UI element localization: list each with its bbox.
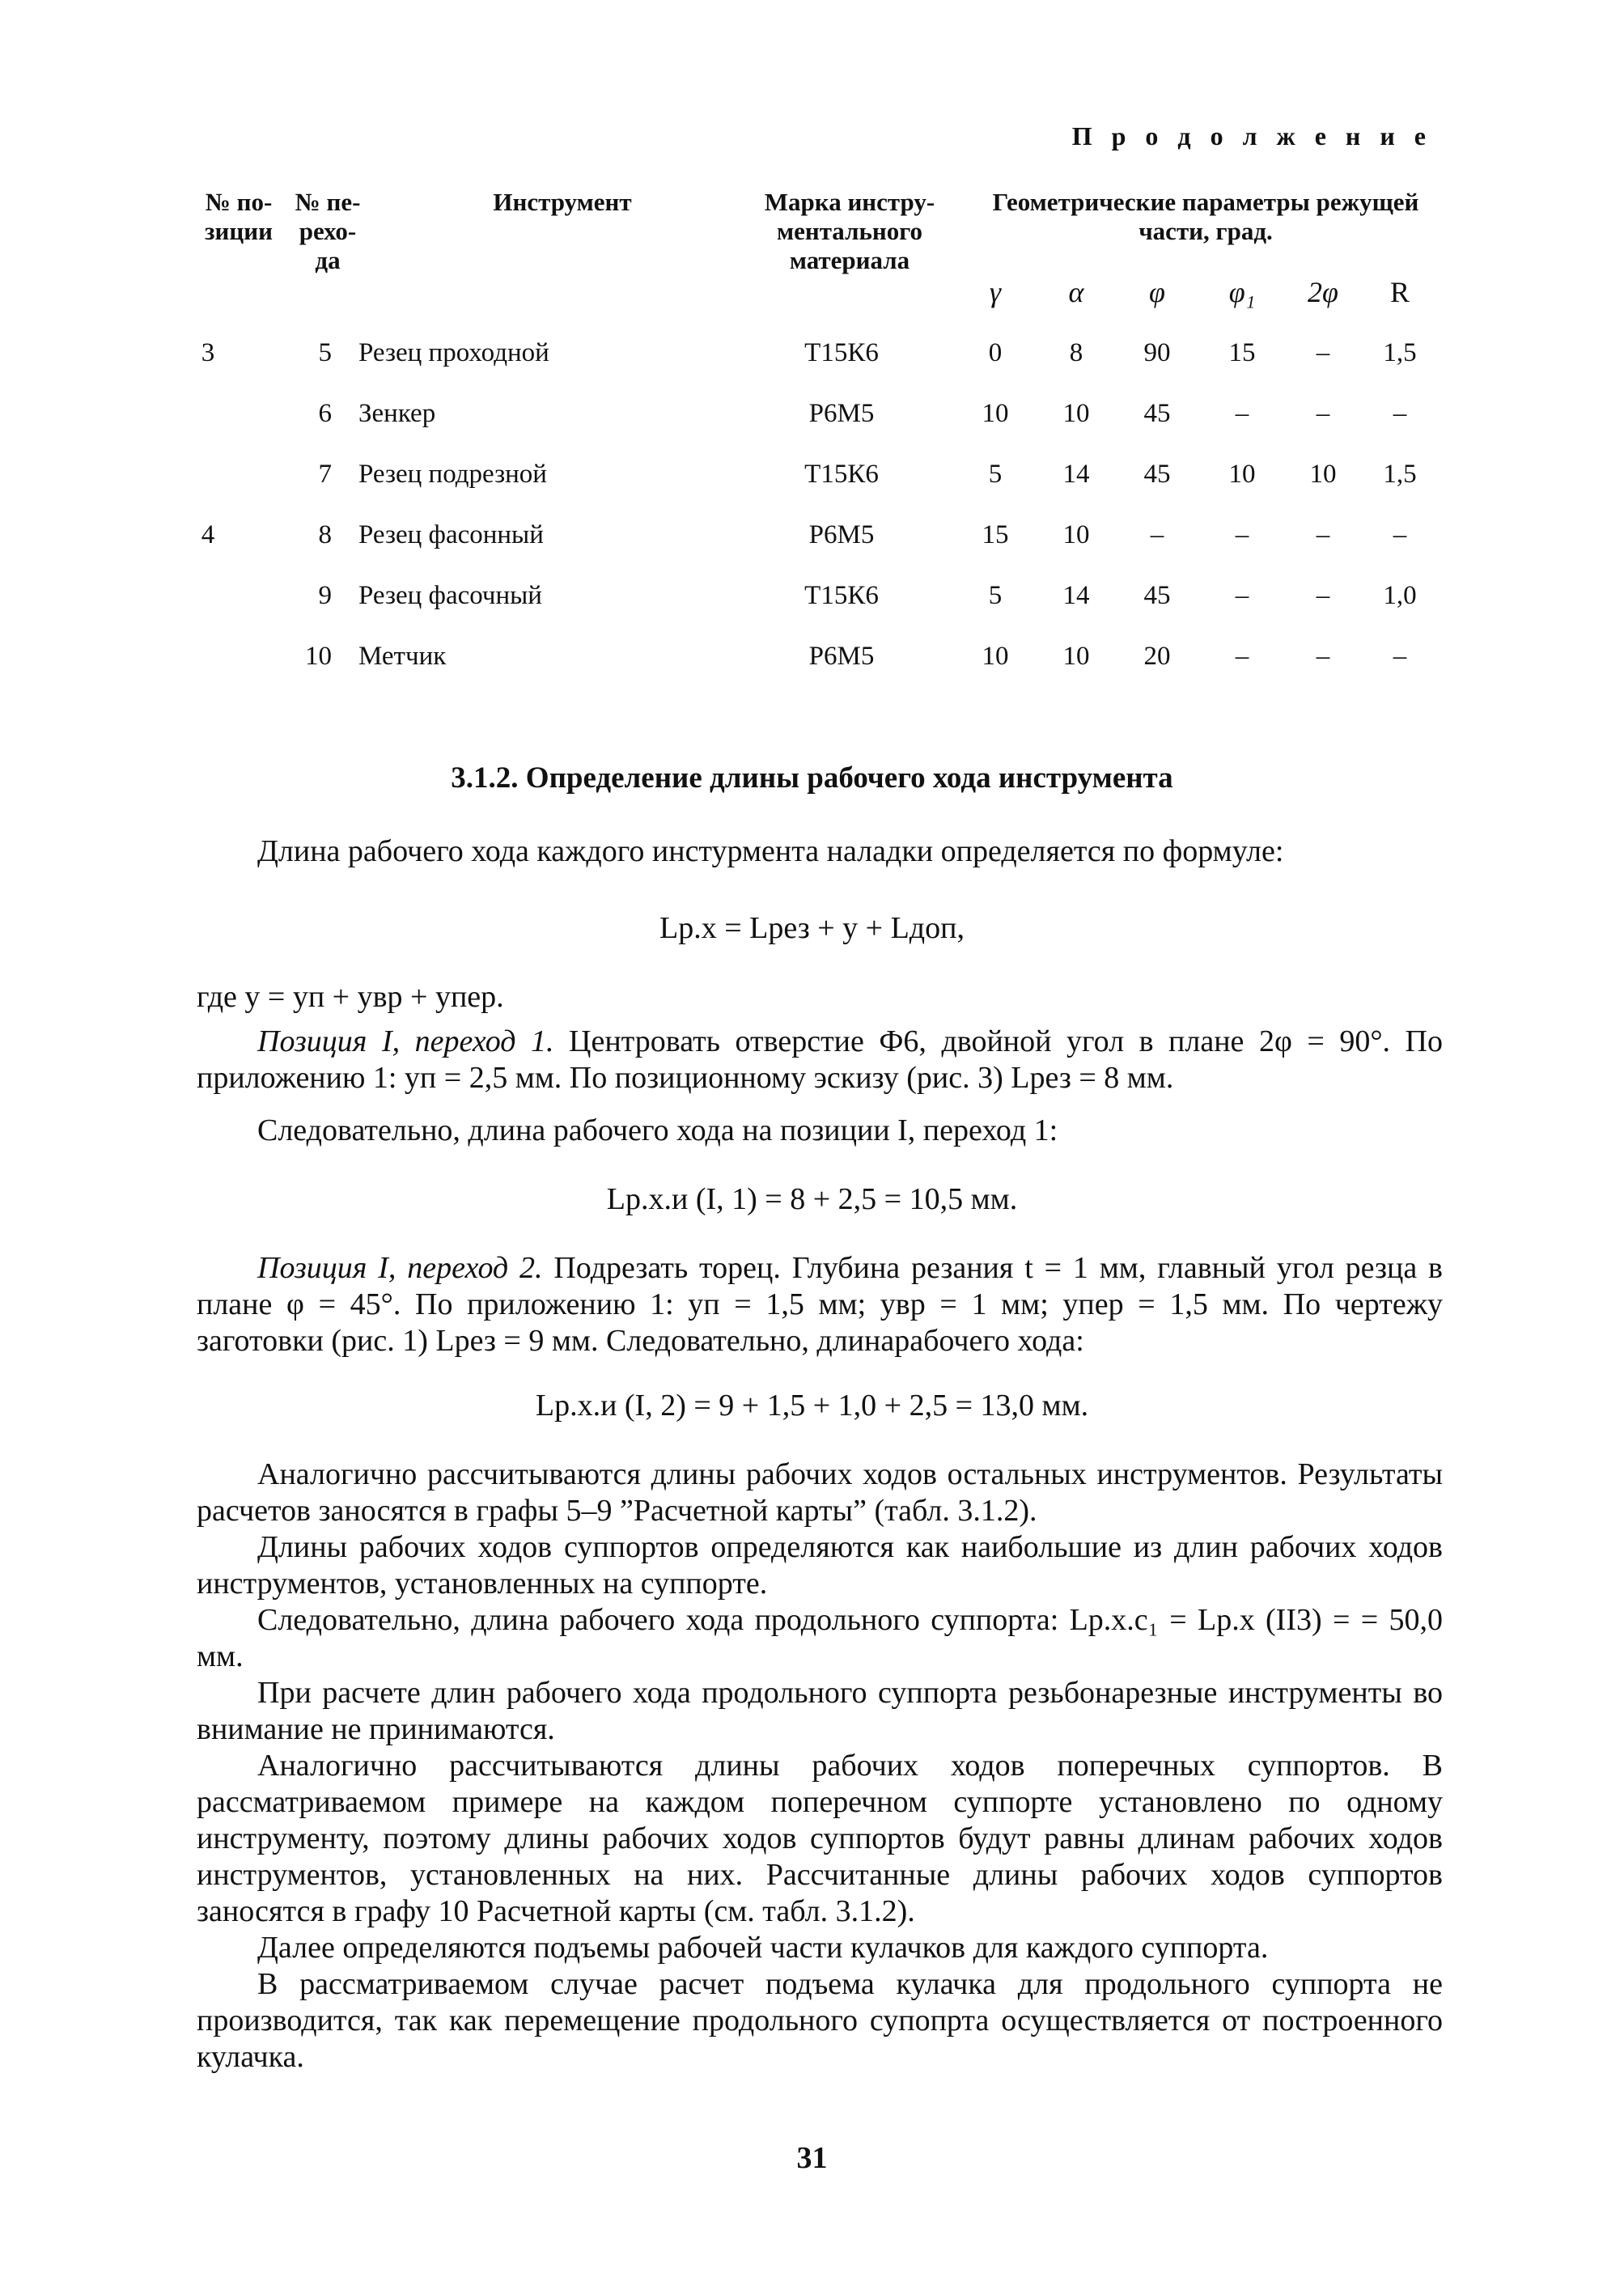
- cell-transition: 5: [318, 338, 332, 367]
- cell-gamma: 15: [982, 520, 1009, 549]
- position-1-text: Центровать отверстие Ф6, двойной угол в плане 2φ = 90°. По приложению 1: уп = 2,5 мм. По позиционному эскизу (рис. 3) Lрез = 8 мм.: [197, 1024, 1443, 1095]
- cell-phi: –: [1150, 520, 1164, 549]
- cell-alpha: 8: [1069, 338, 1083, 367]
- position-1-label: Позиция I, переход 1.: [257, 1024, 554, 1058]
- cell-position: 3: [201, 338, 215, 367]
- formula-1: Lр.х.и (I, 1) = 8 + 2,5 = 10,5 мм.: [606, 1182, 1018, 1216]
- cell-transition: 10: [305, 642, 332, 671]
- cell-phi1: 15: [1228, 338, 1256, 367]
- cell-phi1: –: [1235, 581, 1249, 610]
- cell-phi: 45: [1143, 581, 1171, 610]
- formula-2: Lр.х.и (I, 2) = 9 + 1,5 + 1,0 + 2,5 = 13,0 мм.: [535, 1389, 1089, 1423]
- cell-phi1: –: [1235, 642, 1249, 671]
- cell-transition: 8: [318, 520, 332, 549]
- cell-transition: 6: [318, 399, 332, 428]
- cell-gamma: 10: [982, 642, 1009, 671]
- geo-col-2phi: 2φ: [1308, 276, 1338, 308]
- page-number: 31: [796, 2141, 828, 2175]
- cell-transition: 9: [318, 581, 332, 610]
- cell-material: Р6М5: [808, 642, 875, 671]
- header-tool: Инструмент: [493, 188, 632, 216]
- cell-phi: 90: [1143, 338, 1171, 367]
- paragraph-position-1: [197, 1024, 1443, 1096]
- cell-phi1: –: [1235, 399, 1249, 428]
- geo-col-gamma: γ: [989, 276, 1002, 308]
- cell-r: –: [1393, 399, 1407, 428]
- header-geometry: Геометрические параметры режущей части, град.: [992, 188, 1419, 245]
- where-clause: где у = уп + увр + упер.: [197, 980, 504, 1014]
- position-2-label: Позиция I, переход 2.: [257, 1251, 543, 1285]
- cell-phi: 20: [1143, 642, 1171, 671]
- cell-material: Т15К6: [804, 460, 879, 489]
- cell-r: 1,5: [1383, 338, 1417, 367]
- cell-alpha: 14: [1062, 581, 1090, 610]
- cell-alpha: 10: [1062, 642, 1090, 671]
- continuation-label: П р о д о л ж е н и е: [1071, 121, 1432, 151]
- cell-2phi: –: [1316, 520, 1330, 549]
- cell-position: 4: [201, 520, 215, 549]
- cell-r: 1,0: [1383, 581, 1417, 610]
- cell-alpha: 14: [1062, 460, 1090, 489]
- cell-tool: Зенкер: [358, 399, 436, 428]
- paragraph-position-2: [197, 1250, 1443, 1359]
- cell-phi1: 10: [1228, 460, 1256, 489]
- geo-col-alpha: α: [1068, 276, 1084, 308]
- cell-tool: Резец фасонный: [358, 520, 544, 549]
- cell-alpha: 10: [1062, 520, 1090, 549]
- cell-r: 1,5: [1383, 460, 1417, 489]
- paragraph-9: В рассматриваемом случае расчет подъема кулачка для продольного суппорта не производится, так как перемещение продольного супопрта осуществляется от построенного кулачка.: [197, 1967, 1443, 2074]
- geo-col-r: R: [1389, 276, 1410, 308]
- cell-tool: Резец фасочный: [358, 581, 542, 610]
- cell-tool: Резец подрезной: [358, 460, 547, 489]
- cell-material: Р6М5: [808, 399, 875, 428]
- cell-transition: 7: [318, 460, 332, 489]
- cell-tool: Резец проходной: [358, 338, 549, 367]
- paragraph-3: Аналогично рассчитываются длины рабочих ходов остальных инструментов. Результаты расчетов заносятся в графы 5–9 ”Расчетной карты” (табл. 3.1.2).: [197, 1457, 1443, 1528]
- position-2-text: Подрезать торец. Глубина резания t = 1 мм, главный угол резца в плане φ = 45°. По приложению 1: уп = 1,5 мм; увр = 1 мм; упер = 1,5 мм. По чертежу заготовки (рис. 1) Lрез = 9 мм. Следовательно, длинарабочего хода:: [197, 1251, 1443, 1358]
- cell-alpha: 10: [1062, 399, 1090, 428]
- header-position: № по- зиции: [205, 188, 273, 245]
- cell-gamma: 5: [988, 581, 1003, 610]
- geo-col-phi1: φ₁: [1228, 276, 1256, 308]
- section-heading: 3.1.2. Определение длины рабочего хода инструмента: [451, 761, 1173, 795]
- header-transition: № пе- рехо- да: [295, 188, 361, 274]
- paragraph-8: Далее определяются подъемы рабочей части кулачков для каждого суппорта.: [257, 1931, 1269, 1965]
- header-material: Марка инстру- ментального материала: [764, 188, 935, 274]
- cell-phi: 45: [1143, 399, 1171, 428]
- cell-2phi: –: [1316, 338, 1330, 367]
- conclusion-1: Следовательно, длина рабочего хода на позиции I, переход 1:: [257, 1113, 1058, 1147]
- cell-2phi: –: [1316, 399, 1330, 428]
- cell-material: Т15К6: [804, 581, 879, 610]
- cell-material: Р6М5: [808, 520, 875, 549]
- cell-phi: 45: [1143, 460, 1171, 489]
- paragraph-7: Аналогично рассчитываются длины рабочих ходов поперечных суппортов. В рассматриваемом примере на каждом поперечном суппорте установлено по одному инструменту, поэтому длины рабочих ходов суппортов будут равны длинам рабочих ходов инструментов, установленных на них. Рассчитанные длины рабочих ходов суппортов заносятся в графу 10 Расчетной карты (см. табл. 3.1.2).: [197, 1749, 1443, 1928]
- geo-col-phi: φ: [1149, 276, 1165, 308]
- intro-paragraph: Длина рабочего хода каждого инстурмента наладки определяется по формуле:: [257, 834, 1284, 868]
- cell-material: Т15К6: [804, 338, 879, 367]
- paragraph-4: Длины рабочих ходов суппортов определяются как наибольшие из длин рабочих ходов инструментов, установленных на суппорте.: [197, 1530, 1443, 1601]
- cell-phi1: –: [1235, 520, 1249, 549]
- paragraph-6: При расчете длин рабочего хода продольного суппорта резьбонарезные инструменты во внимание не принимаются.: [197, 1676, 1443, 1746]
- paragraph-5: Следовательно, длина рабочего хода продольного суппорта: Lр.х.с₁ = Lр.х (II3) = = 50,0 мм.: [197, 1603, 1443, 1673]
- cell-r: –: [1393, 520, 1407, 549]
- cell-gamma: 0: [988, 338, 1003, 367]
- cell-gamma: 10: [982, 399, 1009, 428]
- cell-2phi: 10: [1309, 460, 1337, 489]
- main-formula: Lр.х = Lрез + у + Lдоп,: [659, 911, 965, 945]
- cell-r: –: [1393, 642, 1407, 671]
- cell-2phi: –: [1316, 642, 1330, 671]
- cell-tool: Метчик: [358, 642, 447, 671]
- cell-gamma: 5: [988, 460, 1003, 489]
- cell-2phi: –: [1316, 581, 1330, 610]
